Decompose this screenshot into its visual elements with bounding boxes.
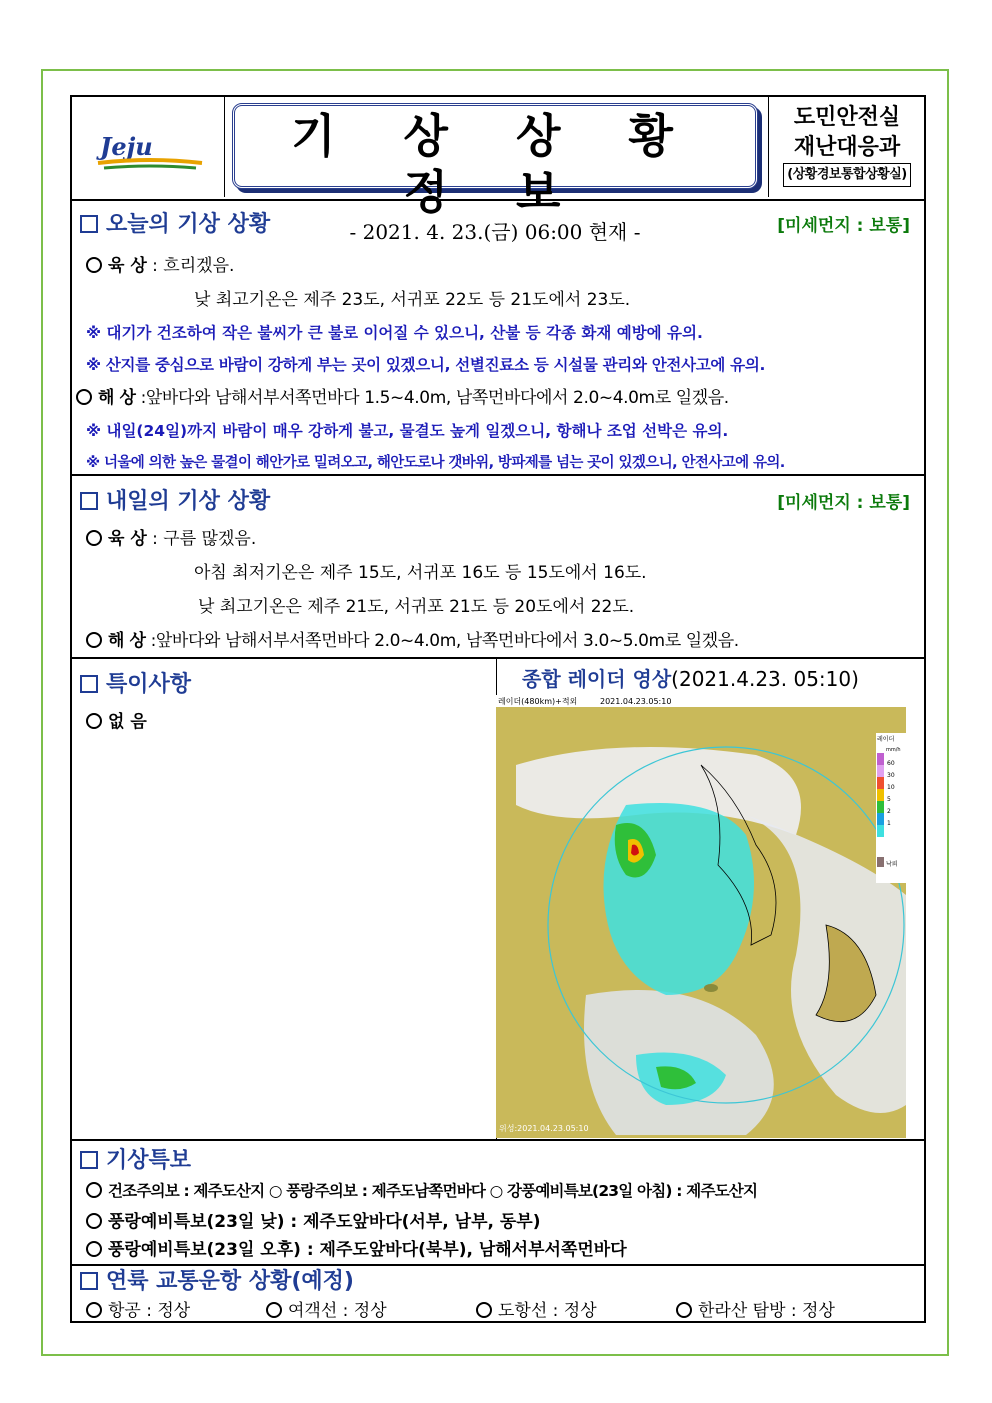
circle-bullet-icon — [86, 713, 102, 729]
warning-line-3: 풍랑예비특보(23일 오후) : 제주도앞바다(북부), 남해서부서쪽먼바다 — [86, 1235, 627, 1260]
legend-title: 레이더 — [877, 736, 895, 743]
traffic-section — [72, 1266, 924, 1321]
legend-value: 10 — [887, 784, 895, 791]
traffic-hallasan: 한라산 탐방 : 정상 — [676, 1296, 835, 1321]
logo-text: Jeju — [100, 132, 153, 161]
legend-value: 30 — [887, 772, 895, 779]
tomorrow-land-line: 육 상 : 구름 많겠음. — [86, 524, 256, 549]
today-section — [72, 199, 924, 476]
circle-bullet-icon — [676, 1302, 692, 1318]
report-date: - 2021. 4. 23.(금) 06:00 현재 - — [349, 220, 641, 244]
today-land-temp: 낮 최고기온은 제주 23도, 서귀포 22도 등 21도에서 23도. — [194, 290, 631, 310]
checkbox-icon — [80, 1151, 98, 1169]
circle-bullet-icon — [86, 1182, 102, 1198]
warnings-title: 기상특보 — [80, 1143, 191, 1174]
radar-title: 종합 레이더 영상(2021.4.23. 05:10) — [522, 667, 859, 691]
circle-bullet-icon — [266, 1302, 282, 1318]
radar-stamp: 2021.04.23.05:10 — [600, 697, 672, 706]
bulletin — [70, 95, 926, 1323]
special-item: 없 음 — [86, 707, 147, 732]
today-title: 오늘의 기상 상황 — [80, 207, 270, 238]
dept-name: 도민안전실 — [793, 105, 901, 130]
traffic-air: 항공 : 정상 — [86, 1296, 190, 1321]
tomorrow-section — [72, 476, 924, 659]
warnings-section — [72, 1141, 924, 1266]
circle-bullet-icon — [76, 389, 92, 405]
office-name: (상황경보통합상황실) — [783, 163, 910, 187]
special-title: 특이사항 — [80, 667, 191, 698]
radar-footer: 위성:2021.04.23.05:10 — [499, 1124, 589, 1133]
circle-bullet-icon — [86, 530, 102, 546]
tomorrow-sea-line: 해 상 :앞바다와 남해서부서쪽먼바다 2.0~4.0m, 남쪽먼바다에서 3.0~5.0m로 일겠음. — [86, 626, 739, 651]
today-land-line: 육 상 : 흐리겠음. — [86, 251, 234, 276]
legend-value: 2 — [887, 808, 891, 815]
tomorrow-land-min: 아침 최저기온은 제주 15도, 서귀포 16도 등 15도에서 16도. — [194, 563, 647, 583]
traffic-ferry: 여객선 : 정상 — [266, 1296, 387, 1321]
department-cell — [768, 97, 925, 197]
traffic-island-boat: 도항선 : 정상 — [476, 1296, 597, 1321]
today-dust-badge: [미세먼지 : 보통] — [777, 216, 910, 236]
checkbox-icon — [80, 1272, 98, 1290]
legend-value: 5 — [887, 796, 891, 803]
legend-lightning: 낙뢰 — [886, 861, 898, 868]
jeju-logo — [94, 131, 206, 171]
tomorrow-dust-badge: [미세먼지 : 보통] — [777, 493, 910, 513]
title-cell — [224, 97, 768, 244]
radar-image — [496, 695, 906, 1138]
circle-bullet-icon — [86, 1241, 102, 1257]
radar-header: 레이더(480km)+적외 — [498, 697, 578, 706]
circle-bullet-icon — [86, 1302, 102, 1318]
division-name: 재난대응과 — [793, 135, 901, 160]
today-sea-line: 해 상 :앞바다와 남해서부서쪽먼바다 1.5~4.0m, 남쪽먼바다에서 2.0~4.0m로 일겠음. — [76, 383, 729, 408]
circle-bullet-icon — [476, 1302, 492, 1318]
checkbox-icon — [80, 492, 98, 510]
today-note-sea: ※ 내일(24일)까지 바람이 매우 강하게 불고, 물결도 높게 일겠으니, 항해나 조업 선박은 유의. — [86, 422, 729, 440]
tomorrow-land-max: 낮 최고기온은 제주 21도, 서귀포 21도 등 20도에서 22도. — [198, 597, 635, 617]
circle-bullet-icon — [86, 257, 102, 273]
tomorrow-title: 내일의 기상 상황 — [80, 484, 270, 515]
legend-value: 60 — [887, 760, 895, 767]
warning-line-2: 풍랑예비특보(23일 낮) : 제주도앞바다(서부, 남부, 동부) — [86, 1207, 540, 1232]
warning-line-1: 건조주의보 : 제주도산지 ○ 풍랑주의보 : 제주도남쪽먼바다 ○ 강풍예비특보(23일 아침) : 제주도산지 — [86, 1179, 757, 1201]
title-box — [232, 103, 758, 244]
today-note-fire: ※ 대기가 건조하여 작은 불씨가 큰 불로 이어질 수 있으니, 산불 등 각종 화재 예방에 유의. — [86, 324, 703, 342]
today-note-swell: ※ 너울에 의한 높은 물결이 해안가로 밀려오고, 해안도로나 갯바위, 방파제를 넘는 곳이 있겠으니, 안전사고에 유의. — [86, 455, 785, 471]
checkbox-icon — [80, 675, 98, 693]
checkbox-icon — [80, 215, 98, 233]
circle-bullet-icon — [86, 1213, 102, 1229]
traffic-title: 연륙 교통운항 상황(예정) — [80, 1264, 354, 1295]
legend-value: 1 — [887, 820, 891, 827]
special-section — [72, 659, 924, 1141]
today-note-wind: ※ 산지를 중심으로 바람이 강하게 부는 곳이 있겠으니, 선별진료소 등 시설물 관리와 안전사고에 유의. — [86, 356, 766, 374]
page-title: 기 상 상 황 정 보 — [291, 109, 699, 219]
logo-cell — [72, 97, 225, 197]
circle-bullet-icon — [86, 632, 102, 648]
legend-unit: mm/h — [886, 747, 901, 753]
